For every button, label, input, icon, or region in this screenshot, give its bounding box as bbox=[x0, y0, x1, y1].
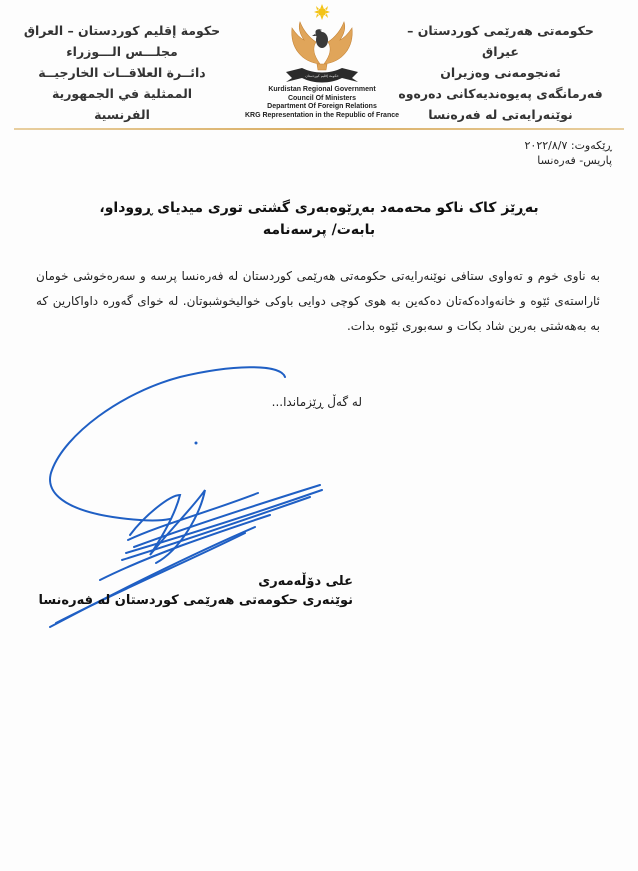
english-header-line: Department Of Foreign Relations bbox=[267, 103, 377, 110]
topic-line: بابەت/ پرسەنامە bbox=[262, 222, 376, 238]
letter-meta bbox=[525, 138, 613, 168]
arabic-header-line: الممثلية في الجمهورية الفرنسية bbox=[51, 86, 193, 122]
kurdish-header-line: ئەنجومەنی وەزیران bbox=[440, 65, 561, 80]
signatory-name: علی دۆڵەمەری bbox=[258, 574, 353, 589]
svg-text:حكومة إقليم كوردستان: حكومة إقليم كوردستان bbox=[305, 74, 339, 78]
place-line: پاریس- فەرەنسا bbox=[537, 154, 612, 167]
kurdish-header-line: فەرمانگەی پەیوەندیەکانی دەرەوە bbox=[398, 86, 603, 101]
letterhead-divider bbox=[14, 128, 624, 130]
kurdish-letterhead bbox=[393, 20, 608, 125]
arabic-letterhead bbox=[22, 20, 222, 125]
arabic-header-line: حكومة إقليم كوردستان – العراق bbox=[23, 23, 221, 38]
english-header-line: KRG Representation in the Republic of France bbox=[244, 111, 400, 119]
arabic-header-line: دائــرة العلاقــات الخارجيــة bbox=[38, 65, 206, 80]
date-line: ڕێکەوت: ٢٠٢٢/٨/٧ bbox=[524, 139, 612, 152]
kurdish-header-line: نوێنەرایەتی لە فەرەنسا bbox=[428, 107, 573, 122]
recipient-line: بەڕێز کاک ناکو محەمەد بەڕێوەبەری گشتی توری میدیای ڕووداو، bbox=[99, 200, 539, 216]
signatory-block bbox=[38, 572, 353, 610]
english-header-line: Kurdistan Regional Government bbox=[268, 86, 376, 93]
kurdish-header-line: حکومەتی هەرێمی کوردستان – عیراق bbox=[407, 23, 594, 59]
closing-line: لە گەڵ ڕێزماندا... bbox=[271, 395, 362, 409]
letter-subject bbox=[0, 197, 638, 241]
letter-body: بە ناوی خوم و تەواوی ستافی نوێنەرایەتی حکومەتی هەرێمی کوردستان لە فەرەنسا پرسە و سەرەخوشی خومان ئاراستەی ئێوە و خانەوادەکەتان دەکەین بە هوی کوچی دوایی باوکی خوالیخوشبوتان. لە خوای گەورە داواکارین کە بە بەهەشتی بەرین شاد بکات و سەبوری ئێوە بدات. bbox=[36, 269, 600, 333]
english-header-line: Council Of Ministers bbox=[287, 94, 357, 102]
letterhead-logo bbox=[244, 4, 400, 120]
arabic-header-line: مجلـــس الـــوزراء bbox=[66, 44, 178, 59]
krg-emblem-icon bbox=[272, 4, 372, 86]
signatory-title: نوێنەری حکومەتی هەرێمی کوردستان لە فەرەنسا bbox=[38, 593, 353, 608]
